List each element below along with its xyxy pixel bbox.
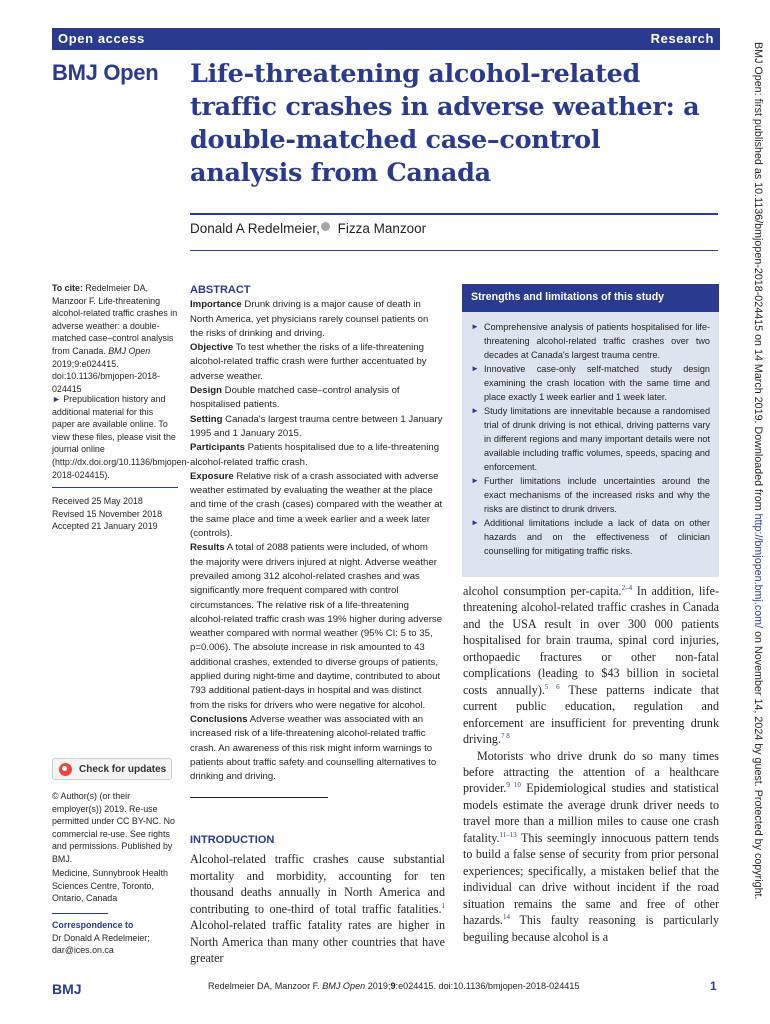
journal-logo: BMJ Open [52, 60, 159, 85]
list-item: ► Innovative case-only self-matched study design examining the crash location with the same time and place exactly 1 week earlier and 1 week later. [471, 364, 710, 402]
crossmark-icon [59, 763, 72, 776]
abstract [190, 283, 443, 784]
abstract-setting: Setting Canada's largest trauma centre between 1 January 1995 and 1 January 2015. [190, 413, 443, 439]
reference-link[interactable]: 14 [502, 913, 510, 922]
page-number: 1 [710, 979, 717, 993]
triangle-bullet-icon: ► [471, 406, 479, 415]
cite-journal: BMJ Open [108, 345, 151, 356]
title-divider [190, 213, 718, 215]
reference-link[interactable]: 11–13 [499, 830, 517, 839]
prepub-text[interactable]: Prepublication history and additional material for this paper are available online. To view these files, please visit the journal online (http://dx.doi.org/10.1136/bmjopen-2018-024415). [52, 394, 190, 480]
abstract-heading: ABSTRACT [190, 284, 251, 296]
triangle-bullet-icon: ► [52, 394, 61, 404]
correspondence [52, 919, 178, 957]
citation-note [52, 282, 178, 395]
box-heading: Strengths and limitations of this study [462, 284, 719, 312]
paragraph: alcohol consumption per-capita.$^{2-4}$ In addition, life-threatening alcohol-related traffic crashes in Canada and the USA result in over 300 000 patients hospitalised for brain trauma, spinal cord injuries, orthopaedic fractures or other non-fatal complications (leading to $43 billion in societal costs annually).$^{5 6}$ These patterns indicate that current public education, regulation and enforcement are insufficient for preventing drunk driving.$^{7 8}$ [463, 583, 720, 747]
author-name[interactable]: Donald A Redelmeier, [190, 221, 320, 236]
section-label: Research [650, 31, 714, 46]
prepub-note [52, 393, 190, 481]
cite-text: Redelmeier DA, Manzoor F. Life-threatening alcohol-related traffic crashes in adverse weather: a double-matched case–control analysis from Canada. [52, 283, 178, 356]
reference-link[interactable]: 5 6 [544, 682, 560, 691]
footer-bmj-logo: BMJ [52, 981, 82, 997]
footer-citation: Redelmeier DA, Manzoor F. BMJ Open 2019;9:e024415. doi:10.1136/bmjopen-2018-024415 [208, 981, 580, 991]
authors-divider [190, 250, 718, 251]
side-download-notice [748, 42, 768, 972]
article-title: Life-threatening alcohol-related traffic crashes in adverse weather: a double-matched case–control analysis from Canada [190, 59, 700, 188]
author-name[interactable]: Fizza Manzoor [337, 221, 427, 236]
affiliation: Medicine, Sunnybrook Health Sciences Centre, Toronto, Ontario, Canada [52, 868, 168, 904]
reference-link[interactable]: 7 8 [500, 732, 510, 741]
copyright-note: © Author(s) (or their employer(s)) 2019. Re-use permitted under CC BY-NC. No commercial re-use. See rights and permissions. Published by BMJ. [52, 791, 175, 864]
introduction-heading: INTRODUCTION [190, 834, 275, 846]
introduction-text: Alcohol-related traffic crashes cause substantial mortality and morbidity, accounting for ten thousand deaths annually in North America and contributing to one-third of total traffic fatalities.$^1$ Alcohol-related traffic fatality rates are higher in North America than many other countries that have greater [190, 852, 445, 965]
reference-link[interactable]: 1 [441, 901, 445, 910]
correspondence-heading: Correspondence to [52, 920, 134, 930]
sidebar-divider [52, 487, 178, 488]
sidebar-short-divider [52, 913, 108, 914]
triangle-bullet-icon: ► [471, 322, 479, 331]
triangle-bullet-icon: ► [471, 476, 479, 485]
check-updates-button[interactable] [52, 758, 172, 780]
list-item: ► Comprehensive analysis of patients hospitalised for life-threatening alcohol-related traffic crashes over two decades at Canada's largest trauma centre. [471, 322, 710, 360]
reference-link[interactable]: 2–4 [621, 583, 633, 592]
accepted-date: Accepted 21 January 2019 [52, 521, 158, 532]
correspondence-name: Dr Donald A Redelmeier; [52, 932, 150, 943]
journal-url-link[interactable]: http://bmjopen.bmj.com/ [752, 513, 764, 629]
top-banner [52, 28, 720, 50]
abstract-design: Design Double matched case–control analysis of hospitalised patients. [190, 385, 400, 411]
check-updates-label: Check for updates [79, 764, 167, 775]
reference-link[interactable]: 9 10 [506, 781, 521, 790]
side-notice-text: BMJ Open: first published as 10.1136/bmjopen-2018-024415 on 14 March 2019. Downloaded from http://bmjopen.bmj.com/ on November 14, 2024 by guest. Protected by copyright. [752, 42, 764, 900]
list-item: ► Further limitations include uncertainties around the exact mechanisms of the increased risks and why the risks are distinct to drunk drivers. [471, 476, 710, 514]
revised-date: Revised 15 November 2018 [52, 508, 163, 519]
abstract-objective: Objective To test whether the risks of a life-threatening alcohol-related traffic crash were further accentuated by adverse weather. [190, 342, 427, 382]
abstract-results: Results A total of 2088 patients were included, of whom the majority were drivers injured at night. Adverse weather prevailed among 312 alcohol-related crashes and was significantly more frequent compared with control circumstances. The relative risk of a life-threatening alcohol-related traffic crash was 19% higher during adverse weather compared with normal weather (95% CI: 5 to 35, p=0.006). The absolute increase in risk amounted to 43 additional crashes, extended to diverse groups of patients, applied during night-time and daytime, contributed to about 793 additional patient-days in hospital and was distinct from the risks for drivers who were negative for alcohol. [190, 542, 443, 711]
abstract-conclusions: Conclusions Adverse weather was associated with an increased risk of a life-threatening alcohol-related traffic crash. An awareness of this risk might inform warnings to patients about traffic safety and counselling alternatives to drinking and driving. [190, 713, 437, 783]
open-access-label: Open access [58, 31, 145, 46]
correspondence-email[interactable]: dar@ices.on.ca [52, 945, 114, 956]
orcid-icon[interactable] [321, 222, 330, 231]
author-list [190, 221, 426, 236]
cite-ref: 2019;9:e024415. doi:10.1136/bmjopen-2018-024415 [52, 358, 160, 394]
abstract-exposure: Exposure Relative risk of a crash associated with adverse weather estimated by evaluating the weather at the place and time of the crash (cases) compared with the weather at the same place and time a week earlier and a week later (controls). [190, 470, 443, 540]
body-text-right [463, 583, 719, 945]
paragraph: Motorists who drive drunk do so many times before attracting the attention of a healthcare provider.$^{9 10}$ Epidemiological studies and statistical models estimate the average drunk driver needs to travel more than a million miles to cause one crash fatality.$^{11-13}$ This seemingly innocuous pattern tends to build a false sense of security from prior personal experiences; specifically, a mistaken belief that the individual can drive without incident if the road situation remains the same and free of other hazards.$^{14}$ This faulty reasoning is particularly beguiling because alcohol is a [463, 748, 720, 944]
abstract-participants: Participants Patients hospitalised due to a life-threatening alcohol-related traffic crash. [190, 442, 440, 468]
strengths-limitations-box [462, 284, 719, 577]
box-list [462, 312, 719, 558]
triangle-bullet-icon: ► [471, 518, 479, 527]
triangle-bullet-icon: ► [471, 364, 479, 373]
list-item: ► Additional limitations include a lack of data on other hazards and on the effectiveness of clinician counselling for mitigating traffic risks. [471, 518, 710, 556]
abstract-importance: Importance Drunk driving is a major cause of death in North America, yet physicians rarely counsel patients on the risks of drinking and driving. [190, 299, 429, 339]
list-item: ► Study limitations are innevitable because a randomised trial of drunk driving is not ethical, driving patterns vary in different regions and many important details were not available including traffic volumes, speeds, spacing and enforcement. [471, 406, 710, 472]
history-dates [52, 495, 178, 533]
cite-label: To cite: [52, 283, 83, 293]
abstract-end-rule [190, 797, 328, 798]
received-date: Received 25 May 2018 [52, 496, 143, 506]
